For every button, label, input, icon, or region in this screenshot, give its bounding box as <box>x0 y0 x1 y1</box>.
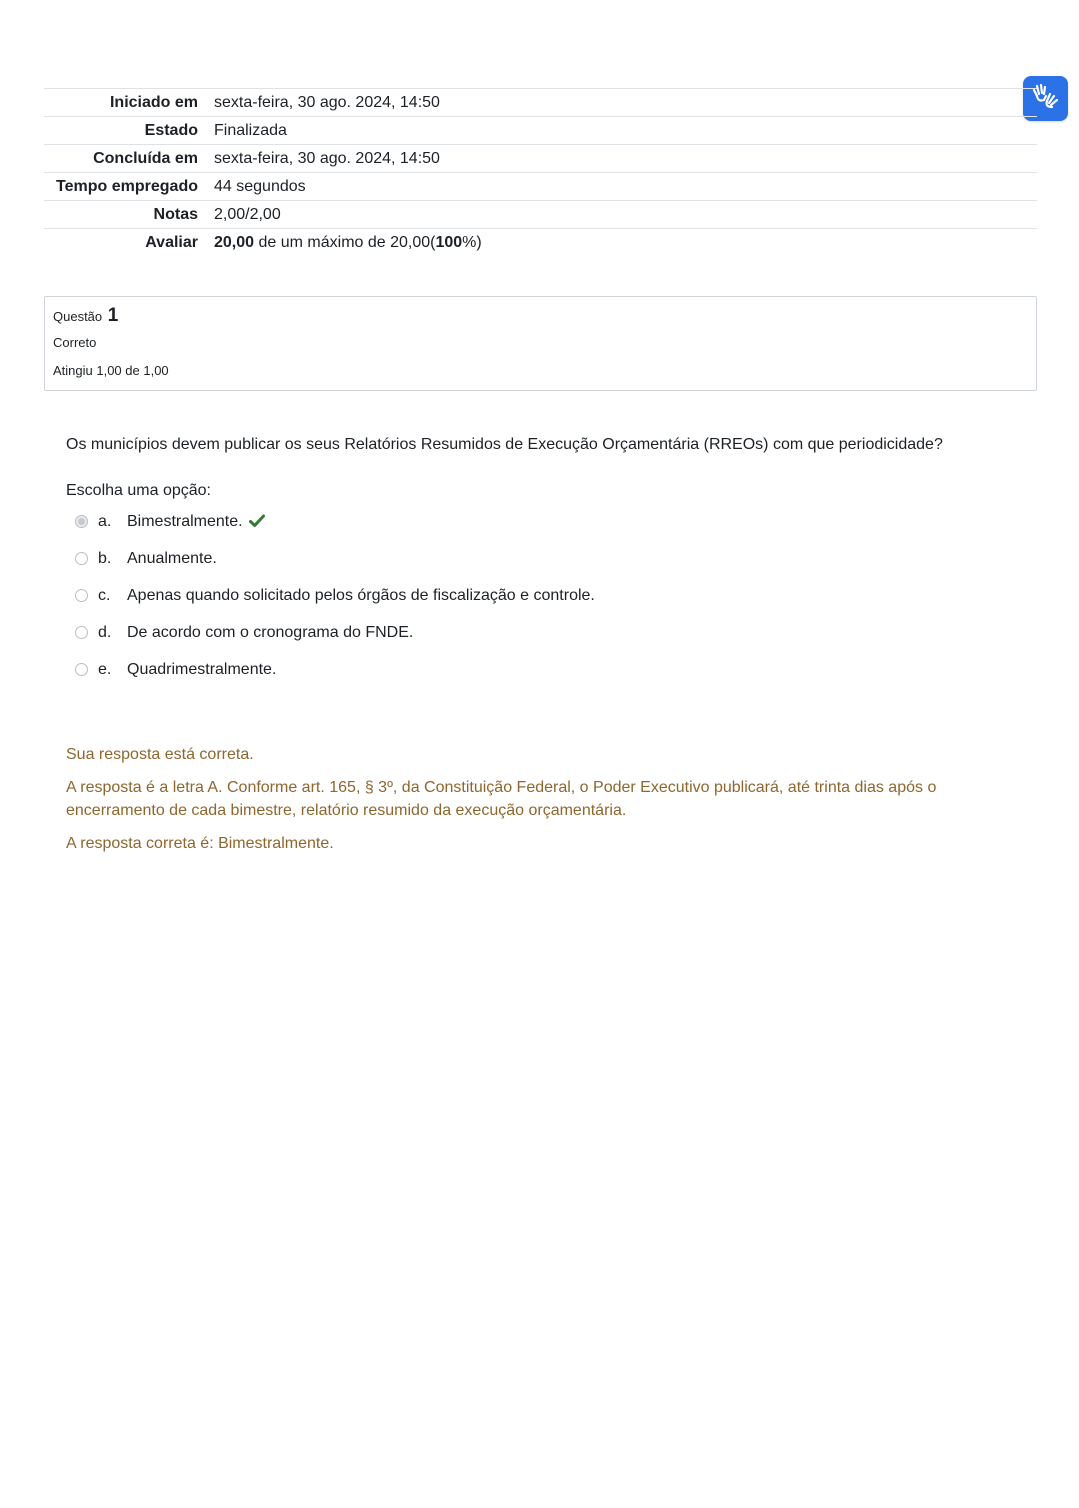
answer-radio[interactable] <box>75 663 88 676</box>
answer-option-e[interactable] <box>74 659 974 696</box>
answer-text: Quadrimestralmente. <box>127 661 277 678</box>
question-info-box <box>44 296 1037 391</box>
answer-prompt: Escolha uma opção: <box>66 482 211 499</box>
question-state: Correto <box>53 335 97 350</box>
summary-value: sexta-feira, 30 ago. 2024, 14:50 <box>214 89 1037 117</box>
answer-text: Bimestralmente. <box>127 513 243 530</box>
summary-row-started <box>44 89 1037 117</box>
answer-text: De acordo com o cronograma do FNDE. <box>127 624 414 641</box>
specific-feedback: Sua resposta está correta. <box>66 746 254 763</box>
summary-label: Iniciado em <box>44 89 214 117</box>
general-feedback: A resposta é a letra A. Conforme art. 165, § 3º, da Constituição Federal, o Poder Executivo publicará, até trinta dias após o encerramento de cada bimestre, relatório resumido da execução orçamentária. <box>66 779 937 819</box>
answer-letter: b. <box>98 550 112 567</box>
summary-row-grade <box>44 229 1037 257</box>
answer-label <box>127 511 265 535</box>
answer-option-d[interactable] <box>74 622 974 659</box>
question-number <box>53 305 118 327</box>
answer-letter: a. <box>98 513 112 530</box>
grade-text-end: %) <box>462 234 482 251</box>
answer-letter: c. <box>98 587 111 604</box>
question-text: Os municípios devem publicar os seus Relatórios Resumidos de Execução Orçamentária (RREOs) com que periodicidade? <box>66 436 943 453</box>
summary-label: Concluída em <box>44 145 214 173</box>
answer-option-b[interactable] <box>74 548 974 585</box>
answer-letter: d. <box>98 624 112 641</box>
summary-grade-value <box>214 229 1037 257</box>
summary-label: Estado <box>44 117 214 145</box>
summary-value: sexta-feira, 30 ago. 2024, 14:50 <box>214 145 1037 173</box>
summary-value: Finalizada <box>214 117 1037 145</box>
grade-text: de um máximo de 20,00( <box>254 234 436 251</box>
grade-score: 20,00 <box>214 234 255 251</box>
summary-label: Tempo empregado <box>44 173 214 201</box>
summary-row-time-taken <box>44 173 1037 201</box>
answer-text: Anualmente. <box>127 550 217 567</box>
summary-label: Avaliar <box>44 229 214 257</box>
summary-value: 44 segundos <box>214 173 1037 201</box>
feedback-area <box>66 743 966 855</box>
summary-row-marks <box>44 201 1037 229</box>
question-number-value: 1 <box>107 305 119 326</box>
check-icon <box>249 513 265 535</box>
grade-percent: 100 <box>435 234 463 251</box>
answer-letter: e. <box>98 661 112 678</box>
summary-row-completed <box>44 145 1037 173</box>
right-answer: A resposta correta é: Bimestralmente. <box>66 835 334 852</box>
answer-radio[interactable] <box>75 515 88 528</box>
attempt-summary-table <box>44 88 1037 256</box>
answer-radio[interactable] <box>75 589 88 602</box>
question-label: Questão <box>53 309 103 324</box>
answer-radio[interactable] <box>75 626 88 639</box>
summary-value: 2,00/2,00 <box>214 201 1037 229</box>
answer-option-a[interactable] <box>74 511 974 548</box>
answer-options <box>74 511 974 696</box>
answer-radio[interactable] <box>75 552 88 565</box>
summary-label: Notas <box>44 201 214 229</box>
summary-row-state <box>44 117 1037 145</box>
answer-text: Apenas quando solicitado pelos órgãos de fiscalização e controle. <box>127 587 595 604</box>
answer-option-c[interactable] <box>74 585 974 622</box>
question-grade: Atingiu 1,00 de 1,00 <box>53 363 169 378</box>
